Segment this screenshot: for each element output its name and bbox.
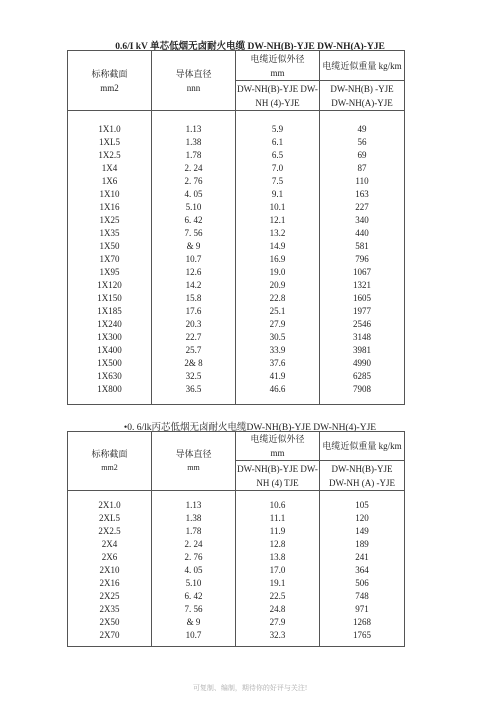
cell-section: 2X35 xyxy=(99,604,120,614)
cell-weight: 105 xyxy=(355,500,369,510)
cell-weight: 189 xyxy=(355,539,369,549)
cell-weight: 581 xyxy=(355,241,369,251)
cell-diameter: & 9 xyxy=(186,617,201,627)
cell-diameter: 14.2 xyxy=(185,280,202,290)
cell-outer: 11.9 xyxy=(269,526,286,536)
cell-outer: 9.1 xyxy=(271,189,284,199)
cell-outer: 13.2 xyxy=(269,228,286,238)
header-section: 标称截面 mm2 xyxy=(68,51,152,111)
cell-diameter: 4. 05 xyxy=(184,189,203,199)
cell-diameter: 1.13 xyxy=(185,124,202,134)
cell-section: 1X6 xyxy=(101,176,118,186)
cell-outer: 37.6 xyxy=(269,358,286,368)
cell-diameter: 7. 56 xyxy=(184,604,203,614)
cell-outer: 20.9 xyxy=(269,280,286,290)
footer-note: 可复制、编制，期待你的好评与关注! xyxy=(192,684,308,692)
cell-section: 1X95 xyxy=(99,267,120,277)
cell-diameter: 2& 8 xyxy=(184,358,203,368)
cell-weight: 796 xyxy=(355,254,369,264)
cell-outer: 32.3 xyxy=(269,630,286,640)
cell-diameter: 10.7 xyxy=(185,254,202,264)
cell-diameter: 17.6 xyxy=(185,306,202,316)
cell-section: 1X10 xyxy=(99,189,120,199)
cell-diameter: 6. 42 xyxy=(184,591,203,601)
cell-diameter: 32.5 xyxy=(185,371,202,381)
header-weight: 电缆近似重量 kg/km xyxy=(320,432,405,461)
cell-outer: 19.0 xyxy=(269,267,286,277)
header-outer-diameter: 电缆近似外径 mm xyxy=(236,51,320,81)
cell-outer: 22.5 xyxy=(269,591,286,601)
cell-section: 1X800 xyxy=(97,384,122,394)
cell-weight: 506 xyxy=(355,578,369,588)
cell-diameter: 10.7 xyxy=(185,630,202,640)
cell-weight: 87 xyxy=(357,163,367,173)
cell-section: 1X630 xyxy=(97,371,122,381)
cell-weight: 149 xyxy=(355,526,369,536)
cell-weight: 1605 xyxy=(353,293,371,303)
cell-outer: 13.8 xyxy=(269,552,286,562)
cell-diameter: 5.10 xyxy=(185,202,202,212)
cell-weight: 7908 xyxy=(353,384,371,394)
cell-outer: 12.8 xyxy=(269,539,286,549)
header-outer-diameter: 电缆近似外径 mm xyxy=(236,432,320,461)
cell-diameter: 1.78 xyxy=(185,526,202,536)
column-outer-diameter xyxy=(236,111,320,405)
cell-outer: 27.9 xyxy=(269,617,286,627)
cell-section: 1X240 xyxy=(97,319,122,329)
cell-weight: 3981 xyxy=(353,345,371,355)
cell-outer: 17.0 xyxy=(269,565,286,575)
cell-weight: 1321 xyxy=(353,280,371,290)
cell-outer: 22.8 xyxy=(269,293,286,303)
cell-weight: 3148 xyxy=(353,332,371,342)
cell-diameter: 6. 42 xyxy=(184,215,203,225)
cell-section: 2X10 xyxy=(99,565,120,575)
header-weight-models: DW-NH(B) -YJE DW-NH(A)-YJE xyxy=(320,81,405,111)
cell-outer: 33.9 xyxy=(269,345,286,355)
cell-diameter: 12.6 xyxy=(185,267,202,277)
cell-outer: 25.1 xyxy=(269,306,286,316)
cell-diameter: 2. 24 xyxy=(184,539,203,549)
cell-diameter: 22.7 xyxy=(185,332,202,342)
cell-weight: 1067 xyxy=(353,267,371,277)
cell-outer: 14.9 xyxy=(269,241,286,251)
cell-diameter: 2. 76 xyxy=(184,552,203,562)
cell-outer: 19.1 xyxy=(269,578,286,588)
cell-section: 1X150 xyxy=(97,293,122,303)
cell-weight: 227 xyxy=(355,202,369,212)
cell-section: 2X70 xyxy=(99,630,120,640)
cell-weight: 364 xyxy=(355,565,369,575)
cell-weight: 241 xyxy=(355,552,369,562)
table1-title: 0.6/I kV 单芯低烟无卤耐火电缆 DW-NH(B)-YJE DW-NH(A)-YJE xyxy=(115,42,385,52)
cell-section: 1X2.5 xyxy=(98,150,121,160)
cell-diameter: 15.8 xyxy=(185,293,202,303)
header-weight-models: DW-NH(B)-YJE DW-NH (A) -YJE xyxy=(320,461,405,491)
cell-weight: 440 xyxy=(355,228,369,238)
cell-weight: 971 xyxy=(355,604,369,614)
cell-section: 1X4 xyxy=(101,163,118,173)
cell-section: 1X16 xyxy=(99,202,120,212)
cell-section: 2XL5 xyxy=(99,513,120,523)
cell-weight: 56 xyxy=(357,137,367,147)
cell-section: 1X300 xyxy=(97,332,122,342)
header-outer-diameter-models: DW-NH(B)-YJE DW- NH (4) TJE xyxy=(236,461,320,491)
cell-weight: 6285 xyxy=(353,371,371,381)
column-outer-diameter xyxy=(236,491,320,647)
cell-weight: 163 xyxy=(355,189,369,199)
cell-section: 1X1.0 xyxy=(98,124,121,134)
cell-outer: 16.9 xyxy=(269,254,286,264)
cell-section: 1X400 xyxy=(97,345,122,355)
cell-section: 1X70 xyxy=(99,254,120,264)
cell-outer: 7.5 xyxy=(271,176,284,186)
header-outer-diameter-models: DW-NH(B)-YJE DW- NH (4)-YJE xyxy=(236,81,320,111)
column-section xyxy=(68,111,152,405)
cell-outer: 41.9 xyxy=(269,371,286,381)
cell-outer: 6.1 xyxy=(271,137,284,147)
cell-section: 1XL5 xyxy=(99,137,120,147)
cell-diameter: 1.38 xyxy=(185,513,202,523)
header-section: 标称截面 mm2 xyxy=(68,432,152,491)
header-weight: 电缆近似重量 kg/km xyxy=(320,51,405,81)
cell-outer: 46.6 xyxy=(269,384,286,394)
cell-outer: 5.9 xyxy=(271,124,284,134)
cell-weight: 110 xyxy=(355,176,369,186)
cell-outer: 6.5 xyxy=(271,150,284,160)
cell-diameter: 4. 05 xyxy=(184,565,203,575)
cell-outer: 30.5 xyxy=(269,332,286,342)
cell-diameter: 1.38 xyxy=(185,137,202,147)
cell-section: 2X1.0 xyxy=(98,500,121,510)
column-diameter xyxy=(152,111,236,405)
header-diameter: 导体直径 mm xyxy=(152,432,236,491)
column-weight xyxy=(320,111,405,405)
cell-diameter: 7. 56 xyxy=(184,228,203,238)
cell-section: 1X50 xyxy=(99,241,120,251)
cell-diameter: 5.10 xyxy=(185,578,202,588)
cell-weight: 49 xyxy=(357,124,367,134)
cell-section: 1X500 xyxy=(97,358,122,368)
cell-diameter: 1.78 xyxy=(185,150,202,160)
column-diameter xyxy=(152,491,236,647)
cell-diameter: 25.7 xyxy=(185,345,202,355)
cell-weight: 2546 xyxy=(353,319,371,329)
cell-outer: 10.1 xyxy=(269,202,286,212)
cell-section: 1X185 xyxy=(97,306,122,316)
cell-outer: 7.0 xyxy=(271,163,284,173)
cell-section: 2X6 xyxy=(101,552,118,562)
table2 xyxy=(67,431,405,647)
column-weight xyxy=(320,491,405,647)
table1 xyxy=(67,50,405,405)
cell-weight: 748 xyxy=(355,591,369,601)
cell-section: 2X50 xyxy=(99,617,120,627)
cell-section: 2X2.5 xyxy=(98,526,121,536)
cell-diameter: 2. 76 xyxy=(184,176,203,186)
cell-diameter: 36.5 xyxy=(185,384,202,394)
cell-diameter: 2. 24 xyxy=(184,163,203,173)
cell-weight: 120 xyxy=(355,513,369,523)
cell-section: 1X120 xyxy=(97,280,122,290)
cell-outer: 27.9 xyxy=(269,319,286,329)
cell-diameter: & 9 xyxy=(186,241,201,251)
cell-section: 2X4 xyxy=(101,539,118,549)
cell-section: 2X25 xyxy=(99,591,120,601)
cell-outer: 12.1 xyxy=(269,215,286,225)
cell-section: 1X35 xyxy=(99,228,120,238)
cell-outer: 24.8 xyxy=(269,604,286,614)
table2-title: •0. 6/lk丙芯低烟无卤耐火电缆DW-NH(B)-YJE DW-NH(4)-YJE xyxy=(123,423,377,433)
cell-weight: 4990 xyxy=(353,358,371,368)
cell-section: 2X16 xyxy=(99,578,120,588)
cell-weight: 1268 xyxy=(353,617,371,627)
cell-section: 1X25 xyxy=(99,215,120,225)
cell-weight: 340 xyxy=(355,215,369,225)
cell-diameter: 20.3 xyxy=(185,319,202,329)
cell-weight: 1977 xyxy=(353,306,371,316)
cell-diameter: 1.13 xyxy=(185,500,202,510)
header-diameter: 导体直径 nnn xyxy=(152,51,236,111)
cell-weight: 1765 xyxy=(353,630,371,640)
cell-weight: 69 xyxy=(357,150,367,160)
column-section xyxy=(68,491,152,647)
cell-outer: 10.6 xyxy=(269,500,286,510)
cell-outer: 11.1 xyxy=(269,513,286,523)
